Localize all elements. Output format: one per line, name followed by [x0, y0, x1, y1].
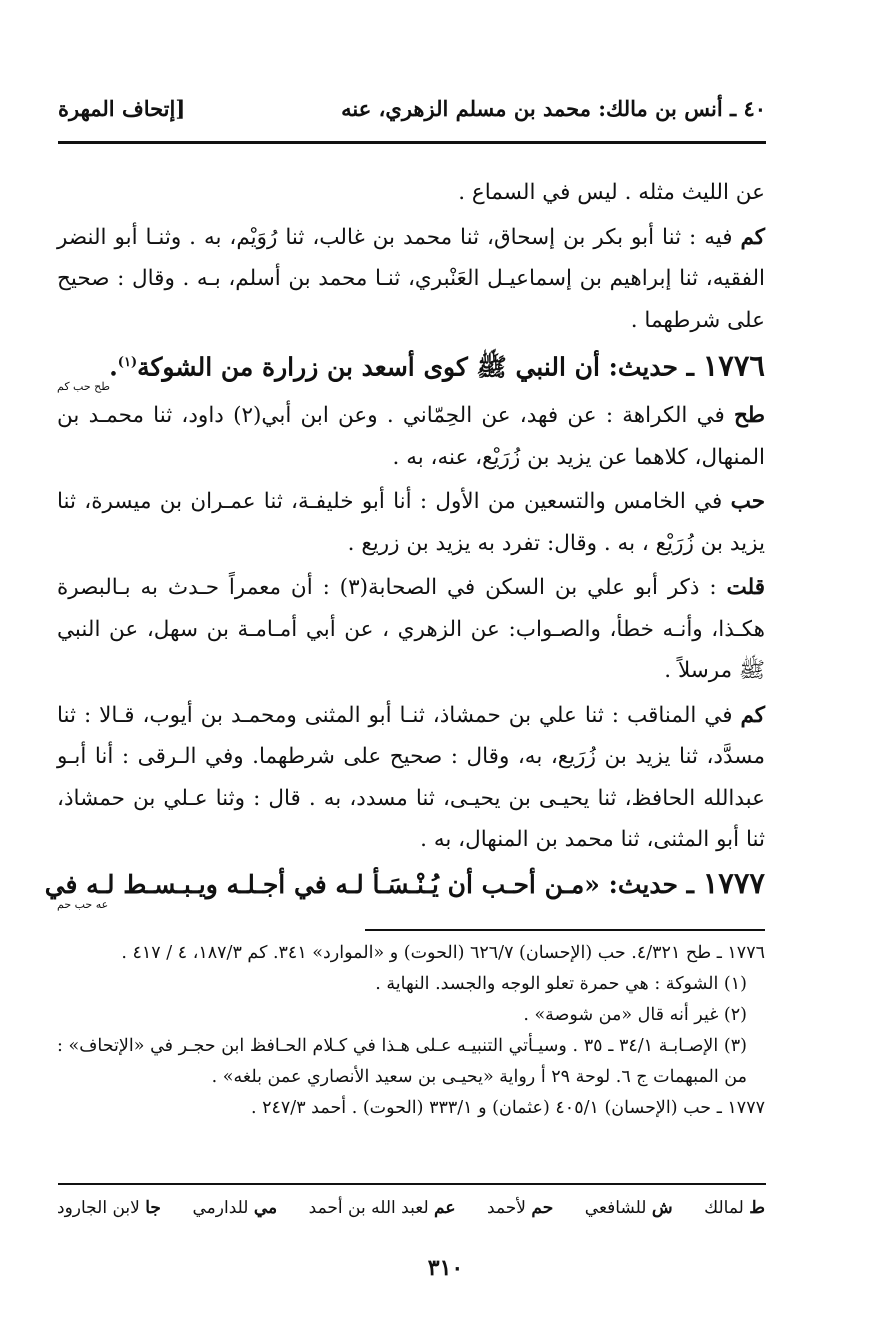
hadith-heading-1776: ١٧٧٦ ـ حديث: أن النبي ﷺ كوى أسعد بن زرارة من الشوكة$^{(١)}$.	[109, 348, 765, 383]
hadith-number: ١٧٧٧	[702, 865, 765, 900]
siglum-entry: حم لأحمد	[487, 1198, 554, 1218]
footnote-rule	[365, 929, 765, 931]
paragraph	[57, 172, 765, 214]
footnote: (٣) الإصـابـة ٣٤/١ ـ ٣٥ . وسيـأتي التنبيـه عـلى هـذا في كـلام الحـافظ ابن حجـر في «الإتحاف» : من المبهمات ج ٦. لوحة ٢٩ أ رواية «يحيـى بن سعيد الأنصاري عمن بلغه» .	[57, 1036, 747, 1087]
page-number: ٣١٠	[427, 1255, 464, 1281]
hadith-title: ـ حديث: أن النبي ﷺ كوى أسعد بن زرارة من الشوكة	[137, 352, 703, 382]
siglum-entry: مي للدارمي	[192, 1198, 278, 1218]
source-siglum: كم	[740, 224, 765, 250]
paragraph	[57, 695, 765, 861]
paragraph	[57, 481, 765, 564]
footnote: (١) الشوكة : هي حمرة تعلو الوجه والجسد. النهاية .	[375, 974, 747, 994]
footnote: (٢) غير أنه قال «من شوصة» .	[523, 1005, 747, 1025]
source-siglum: قلت	[726, 575, 765, 601]
siglum-entry: جا لابن الجارود	[57, 1198, 161, 1218]
paragraph	[57, 567, 765, 692]
sigla-key	[57, 1198, 765, 1218]
siglum-entry: عم لعبد الله بن أحمد	[308, 1198, 456, 1218]
paragraph-text: في المناقب : ثنا علي بن حمشاذ، ثنـا أبو المثنى ومحمـد بن أيوب، قـالا : ثنا مسدَّد، ثنا يزيد بن زُرَيع، به، وقال : صحيح على شرطهما. وفي الـرقى : أنا أبـو عبدالله الحافظ، ثنا يحيـى بن يحيـى، ثنا مسدد، به . قال : وثنا عـلي بن حمشاذ، ثنا أبو المثنى، ثنا محمد بن المنهال، به .	[57, 702, 765, 853]
header-rule	[58, 141, 766, 144]
footnotes	[57, 938, 765, 1124]
paragraph-text: في الخامس والتسعين من الأول : أنا أبو خليفـة، ثنا عمـران بن ميسرة، ثنا يزيد بن زُرَيْع ، به . وقال: تفرد به يزيد بن زريع .	[57, 489, 765, 556]
hadith-title: ـ حديث: «مـن أحـب أن يُـنْـسَـأ لـه في أجـلـه ويـبـسـط لـه في	[44, 869, 703, 899]
chapter-title: ٤٠ ـ أنس بن مالك: محمد بن مسلم الزهري، عنه	[341, 96, 766, 121]
book-title: [إتحاف المهرة	[58, 96, 186, 121]
paragraph	[57, 395, 765, 478]
siglum-entry: ش للشافعي	[584, 1198, 673, 1218]
paragraph-text: عن الليث مثله . ليس في السماع .	[458, 180, 765, 205]
paragraph	[57, 217, 765, 342]
sigla-rule	[58, 1183, 766, 1185]
footnote: ١٧٧٦ ـ طح ٤/٣٢١. حب (الإحسان) ٦٢٦/٧ (الحوت) و «الموارد» ٣٤١. كم ١٨٧/٣، ٤ / ٤١٧ .	[121, 943, 765, 963]
siglum-entry: ط لمالك	[704, 1198, 765, 1218]
running-header	[58, 88, 766, 128]
main-text	[44, 172, 765, 913]
margin-sigla: عه حب حم	[57, 897, 109, 911]
paragraph-text: في الكراهة : عن فهد، عن الحِمّاني . وعن ابن أبي(٢) داود، ثنا محمـد بن المنهال، كلاهما عن يزيد بن زُرَيْع، عنه، به .	[57, 403, 765, 470]
paragraph-text: فيه : ثنا أبو بكر بن إسحاق، ثنا محمد بن غالب، ثنا رُوَيْم، به . وثنـا أبو النضر الفقيه، ثنا إبراهيم بن إسماعيـل العَنْبري، ثنـا محمد بن أسلم، بـه . وقال : صحيح على شرطهما .	[57, 224, 765, 333]
hadith-heading-1777	[44, 864, 765, 904]
footnote-marker: (١)	[117, 355, 138, 370]
source-siglum: كم	[740, 702, 765, 728]
footnote: ١٧٧٧ ـ حب (الإحسان) ٤٠٥/١ (عثمان) و ٣٣٣/١ (الحوت) . أحمد ٢٤٧/٣ .	[250, 1098, 765, 1118]
source-siglum: حب	[730, 489, 765, 515]
hadith-number: ١٧٧٦	[702, 348, 765, 383]
margin-sigla: طح حب كم	[57, 380, 111, 394]
source-siglum: طح	[734, 403, 765, 429]
paragraph-text: : ذكر أبو علي بن السكن في الصحابة(٣) : أن معمراً حـدث به بـالبصرة هكـذا، وأنـه خطأ، والصـواب: عن الزهري ، عن أبي أمـامـة بن سهل، عن النبي ﷺ مرسلاً .	[57, 575, 765, 684]
